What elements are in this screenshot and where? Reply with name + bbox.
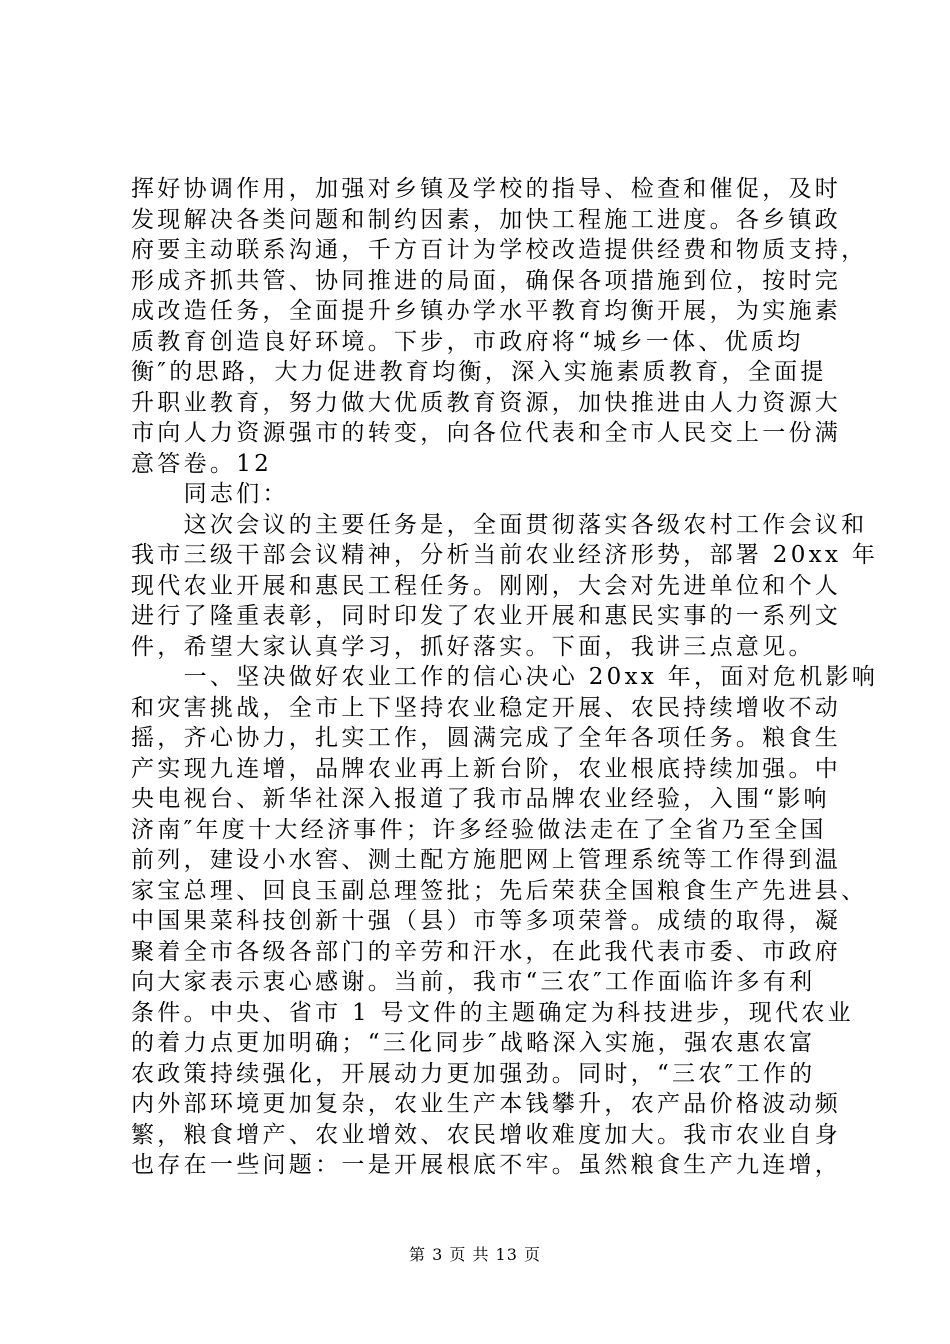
text-line: 农政策持续强化，开展动力更加强劲。同时，“三农″工作的 (131, 1060, 816, 1087)
text-line: 条件。中央、省市 1 号文件的主题确定为科技进步，现代农业 (131, 999, 854, 1026)
text-line: 济南″年度十大经济事件；许多经验做法走在了全省乃至全国 (131, 816, 827, 843)
page-footer: 第 3 页 共 13 页 (409, 1245, 541, 1264)
text-line: 我市三级干部会议精神，分析当前农业经济形势，部署 20xx 年 (131, 542, 879, 568)
text-line: 成改造任务，全面提升乡镇办学水平教育均衡开展，为实施素 (131, 298, 842, 324)
text-line: 挥好协调作用，加强对乡镇及学校的指导、检查和催促，及时 (131, 176, 842, 202)
document-body (131, 174, 879, 1181)
text-line: 市向人力资源强市的转变，向各位代表和全市人民交上一份满 (131, 420, 842, 446)
text-line: 家宝总理、回良玉副总理签批；先后荣获全国粮食生产先进县、 (131, 877, 868, 904)
text-line: 发现解决各类问题和制约因素，加快工程施工进度。各乡镇政 (131, 206, 842, 233)
text-line: 也存在一些问题：一是开展根底不牢。虽然粮食生产九连增， (131, 1152, 842, 1178)
text-line: 升职业教育，努力做大优质教育资源，加快推进由人力资源大 (131, 389, 842, 416)
text-line: 质教育创造良好环境。下步，市政府将“城乡一体、优质均 (131, 328, 804, 355)
text-line: 现代农业开展和惠民工程任务。刚刚，大会对先进单位和个人 (131, 572, 842, 599)
text-line: 一、坚决做好农业工作的信心决心 20xx 年，面对危机影响 (131, 664, 879, 690)
text-line: 产实现九连增，品牌农业再上新台阶，农业根底持续加强。中 (131, 755, 842, 782)
text-line: 的着力点更加明确；“三化同步″战略深入实施，强农惠农富 (131, 1030, 816, 1056)
text-line: 同志们： (131, 481, 289, 507)
text-line: 和灾害挑战，全市上下坚持农业稳定开展、农民持续增收不动 (131, 694, 842, 721)
text-line: 府要主动联系沟通，千方百计为学校改造提供经费和物质支持， (131, 237, 868, 263)
text-line: 繁，粮食增产、农业增效、农民增收难度加大。我市农业自身 (131, 1121, 842, 1148)
text-line: 前列，建设小水窖、测土配方施肥网上管理系统等工作得到温 (131, 847, 842, 873)
text-line: 央电视台、新华社深入报道了我市品牌农业经验，入围“影响 (131, 786, 830, 812)
text-line: 向大家表示衷心感谢。当前，我市“三农″工作面临许多有利 (131, 969, 816, 995)
text-line: 聚着全市各级各部门的辛劳和汗水，在此我代表市委、市政府 (131, 938, 842, 965)
text-line: 内外部环境更加复杂，农业生产本钱攀升，农产品价格波动频 (131, 1091, 842, 1117)
text-line: 摇，齐心协力，扎实工作，圆满完成了全年各项任务。粮食生 (131, 725, 842, 751)
text-line: 这次会议的主要任务是，全面贯彻落实各级农村工作会议和 (131, 511, 868, 538)
text-line: 形成齐抓共管、协同推进的局面，确保各项措施到位，按时完 (131, 267, 842, 294)
text-line: 衡″的思路，大力促进教育均衡，深入实施素质教育，全面提 (131, 359, 827, 385)
text-line: 意答卷。12 (131, 450, 273, 477)
text-line: 中国果菜科技创新十强（县）市等多项荣誉。成绩的取得，凝 (131, 908, 842, 934)
text-line: 件，希望大家认真学习，抓好落实。下面，我讲三点意见。 (131, 633, 815, 660)
text-line: 进行了隆重表彰，同时印发了农业开展和惠民实事的一系列文 (131, 603, 842, 629)
